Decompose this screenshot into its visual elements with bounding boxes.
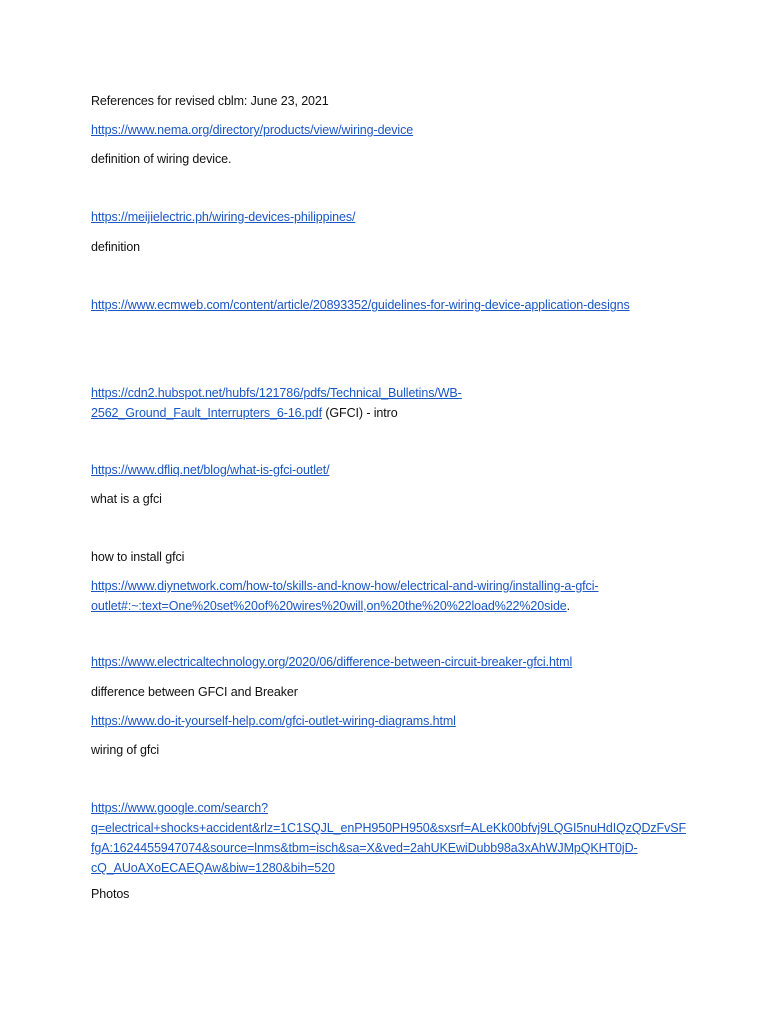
reference-note: wiring of gfci: [91, 743, 160, 757]
link-text[interactable]: https://www.nema.org/directory/products/view/wiring-device: [91, 123, 414, 137]
link-text[interactable]: https://www.electricaltechnology.org/2020/06/difference-between-circuit-breaker-gfci.html: [91, 655, 573, 669]
reference-link-electricaltechnology[interactable]: [91, 654, 572, 671]
link-text[interactable]: https://www.ecmweb.com/content/article/20893352/guidelines-for-wiring-device-application-designs: [91, 298, 630, 312]
link-text[interactable]: https://www.diynetwork.com/how-to/skills-and-know-how/electrical-and-wiring/installing-a-gfci-: [91, 579, 599, 593]
link-text[interactable]: fgA:1624455947074&source=lnms&tbm=isch&sa=X&ved=2ahUKEwiDubb98a3xAhWJMpQKHT0jD-: [91, 841, 638, 855]
reference-note: definition of wiring device.: [91, 152, 232, 166]
reference-block-google: [91, 798, 686, 878]
link-text[interactable]: q=electrical+shocks+accident&rlz=1C1SQJL_enPH950PH950&sxsrf=ALeKk00bfvj9LQGI5nuHdIQzQDzFvSF: [91, 821, 687, 835]
reference-link-ecmweb[interactable]: [91, 297, 630, 314]
reference-block-hubspot: [91, 383, 462, 423]
reference-block-diynetwork: [91, 576, 598, 616]
link-text[interactable]: https://meijielectric.ph/wiring-devices-philippines/: [91, 210, 356, 224]
link-text[interactable]: https://cdn2.hubspot.net/hubfs/121786/pdfs/Technical_Bulletins/WB-: [91, 386, 462, 400]
reference-note: definition: [91, 240, 141, 254]
reference-link-dfliq[interactable]: [91, 462, 329, 479]
link-text[interactable]: 2562_Ground_Fault_Interrupters_6-16.pdf: [91, 406, 322, 420]
link-text[interactable]: https://www.dfliq.net/blog/what-is-gfci-outlet/: [91, 463, 330, 477]
reference-note: difference between GFCI and Breaker: [91, 685, 298, 699]
reference-link-doityourself[interactable]: [91, 713, 456, 730]
link-text[interactable]: outlet#:~:text=One%20set%20of%20wires%20will,on%20the%20%22load%22%20side: [91, 599, 567, 613]
link-text[interactable]: https://www.do-it-yourself-help.com/gfci-outlet-wiring-diagrams.html: [91, 714, 456, 728]
reference-link-nema[interactable]: [91, 122, 413, 139]
reference-suffix: .: [566, 599, 571, 613]
reference-heading: how to install gfci: [91, 550, 185, 564]
reference-link-meijielectric[interactable]: [91, 209, 355, 226]
link-text[interactable]: cQ_AUoAXoECAEQAw&biw=1280&bih=520: [91, 861, 335, 875]
reference-note: Photos: [91, 887, 130, 901]
reference-note: what is a gfci: [91, 492, 162, 506]
link-text[interactable]: https://www.google.com/search?: [91, 801, 268, 815]
reference-suffix: (GFCI) - intro: [321, 406, 398, 420]
document-heading: References for revised cblm: June 23, 2021: [91, 94, 329, 108]
